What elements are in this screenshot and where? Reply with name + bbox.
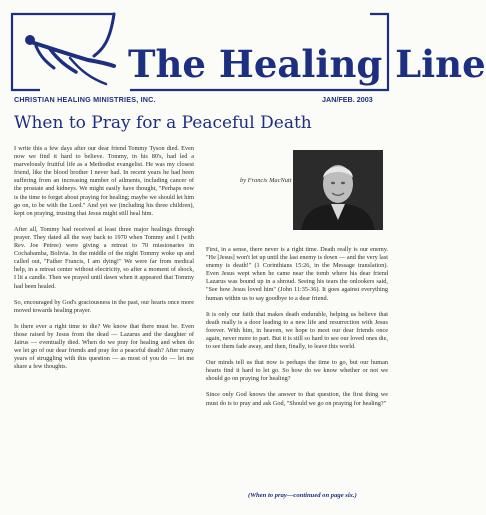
author-portrait-icon <box>293 150 383 230</box>
article-paragraph: Since only God knows the answer to that question, the first thing we must do is to pray and ask God, "Should we go on praying for healing?" <box>206 391 388 407</box>
article-column-left <box>14 145 194 379</box>
article-paragraph: I write this a few days after our dear friend Tommy Tyson died. Even now we find it hard to believe. Tommy, in his 80's, had led a marvelously fruitful life as a Methodist evangelist. He was my closest friend, like the blood brother I never had. In recent years he had been suffering from an increasing number of ailments, including cancer of the prostate and kidneys. We might easily have thought, "Perhaps now is the time to forget about praying for healing; maybe we should let him go on, to be with the Lord." And yet we (including his three children), kept on praying, trusting that Jesus might still heal him. <box>14 145 194 217</box>
article-paragraph: After all, Tommy had received at least three major healings through prayer. They dated all the way back to 1970 when Tommy and I (with Rev. Joe Petree) were giving a retreat to 70 missionaries in Cochabamba, Bolivia. In the middle of the night Tommy woke up and called out, "Father Francis, I am dying!" We were far from medical help, in a retreat center without electricity, so after a moment of shock, I lit a candle. Then we prayed until dawn when it appeared that Tommy had been healed. <box>14 225 194 290</box>
article-paragraph: First, in a sense, there never is a right time. Death really is our enemy. "He [Jesus] won't let up until the last enemy is down — and the very last enemy is death!" (1 Corinthians 15:26, in the Message translation). Even Jesus wept when he came near the tomb where his dear friend Lazarus was bound up in a shroud. Seeing his tears the onlookers said, "See how Jesus loved him" (John 11:35-36). It goes against everything human within us to say goodbye to a dear friend. <box>206 246 388 302</box>
newsletter-title: The Healing Line <box>128 42 486 86</box>
continued-note: (When to pray—continued on page six.) <box>248 492 357 499</box>
article-headline: When to Pray for a Peaceful Death <box>14 113 312 133</box>
article-paragraph: So, encouraged by God's graciousness in the past, our hearts once more moved towards healing prayer. <box>14 298 194 314</box>
article-paragraph: It is only our faith that makes death endurable, helping us believe that death really is a door leading to a new life and resurrection with Jesus forever. With him, in heaven, we hope to meet our dear friends once again, never more to part. But it is still so hard to see our loved ones die, to see them fade away, and then, finally, to leave this world. <box>206 310 388 351</box>
article-paragraph: Our minds tell us that now is perhaps the time to go, but our human hearts find it hard to let go. So how do we know whether or not we should go on praying for healing? <box>206 359 388 383</box>
organization-name: CHRISTIAN HEALING MINISTRIES, INC. <box>14 95 156 104</box>
issue-date: JAN/FEB. 2003 <box>322 95 373 104</box>
article-byline: by Francis MacNutt <box>240 177 292 184</box>
article-column-right <box>206 246 388 416</box>
masthead <box>10 12 486 92</box>
article-paragraph: Is there ever a right time to die? We know that there must be. Even those raised by Jesus from the dead — Lazarus and the daughter of Jairus — eventually died. When do we pray for healing and when do we let go of our dear friends and pray for a peaceful death? After many years of struggling with this question — as most of you do — let me share a few thoughts. <box>14 322 194 371</box>
